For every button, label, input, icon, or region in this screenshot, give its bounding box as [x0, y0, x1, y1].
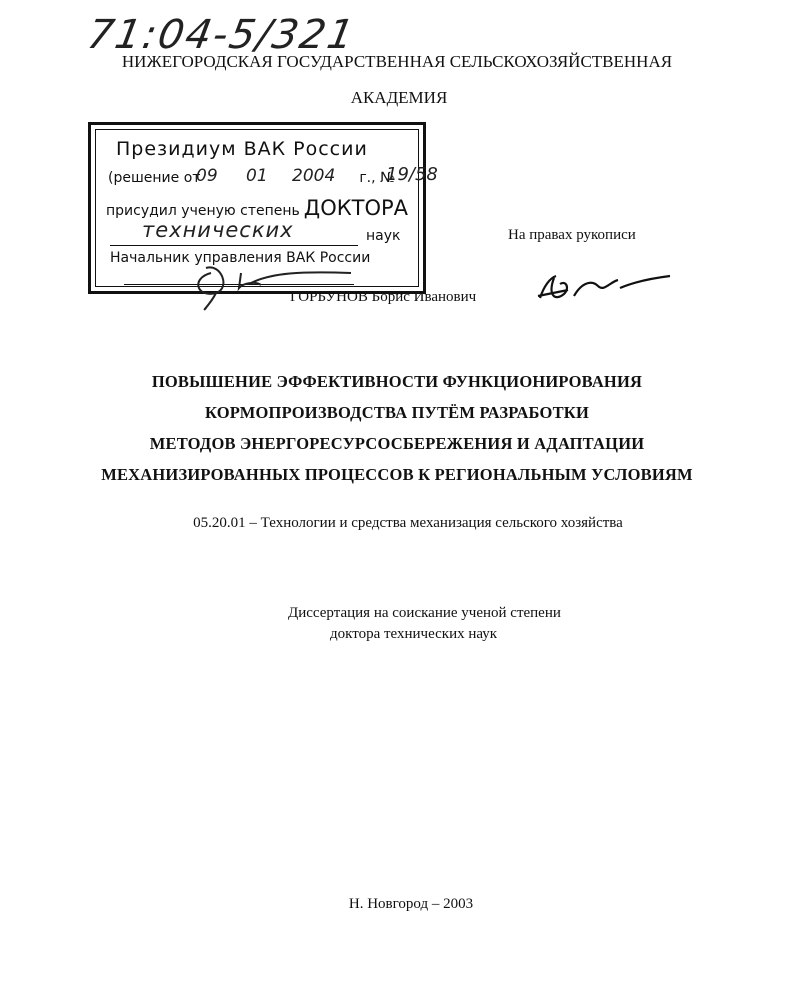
institution-name-continued: АКАДЕМИЯ [350, 88, 448, 107]
stamp-decision-mid: г., № [359, 170, 395, 186]
author-name: ГОРБУНОВ Борис Иванович [290, 289, 477, 305]
dissertation-degree-line1: Диссертация на соискание ученой степени [288, 605, 561, 621]
manuscript-rights-note: На правах рукописи [508, 227, 636, 243]
dissertation-title-line: МЕТОДОВ ЭНЕРГОРЕСУРСОСБЕРЕЖЕНИЯ И АДАПТАЦИИ [149, 434, 645, 453]
stamp-handwritten-year: 2004 [292, 166, 336, 186]
specialty-code: 05.20.01 – Технологии и средства механизация сельского хозяйства [193, 515, 623, 531]
dissertation-degree-line2: доктора технических наук [330, 626, 498, 642]
place-and-year: Н. Новгород – 2003 [348, 896, 474, 912]
stamp-sciences-word: наук [366, 228, 401, 244]
dissertation-title-line: МЕХАНИЗИРОВАННЫХ ПРОЦЕССОВ К РЕГИОНАЛЬНЫМ УСЛОВИЯМ [101, 465, 693, 484]
author-signature [534, 268, 674, 312]
stamp-handwritten-sciences: технических [142, 218, 294, 242]
stamp-handwritten-month: 01 [246, 166, 268, 186]
stamp-decision-prefix: (решение от [108, 170, 201, 186]
stamp-handwritten-number: 19/58 [386, 164, 438, 185]
stamp-title: Президиум ВАК России [116, 138, 368, 160]
vak-stamp [88, 122, 438, 294]
stamp-chief-title: Начальник управления ВАК России [110, 250, 371, 266]
archive-number-handwritten: 71:04-5/321 [83, 12, 360, 58]
institution-name: НИЖЕГОРОДСКАЯ ГОСУДАРСТВЕННАЯ СЕЛЬСКОХОЗЯЙСТВЕННАЯ [121, 52, 673, 71]
stamp-degree-level: ДОКТОРА [303, 196, 409, 220]
dissertation-title-line: ПОВЫШЕНИЕ ЭФФЕКТИВНОСТИ ФУНКЦИОНИРОВАНИЯ [151, 372, 643, 391]
dissertation-title-line: КОРМОПРОИЗВОДСТВА ПУТЁМ РАЗРАБОТКИ [204, 403, 589, 422]
stamp-degree-prefix: присудил ученую степень [106, 203, 300, 219]
stamp-degree-line [106, 196, 408, 220]
stamp-handwritten-day: 09 [196, 166, 218, 186]
